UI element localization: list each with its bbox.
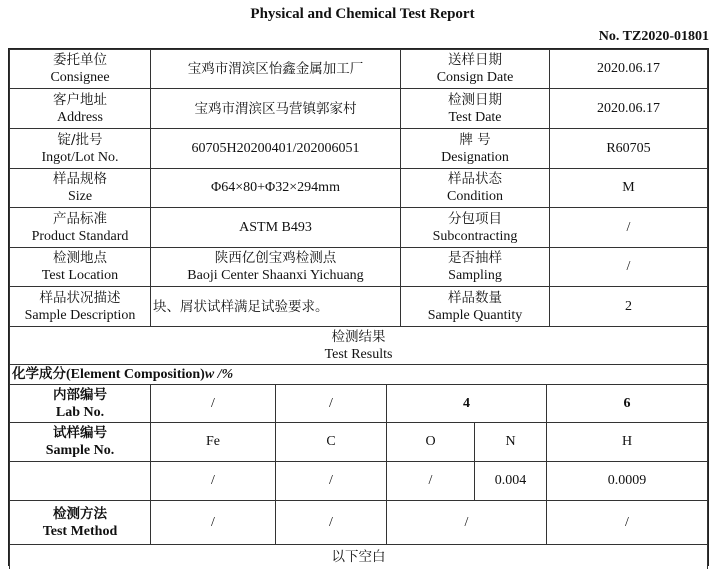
element-header: C <box>276 423 387 462</box>
lab-no-cell: / <box>276 385 387 423</box>
ingot-value: 60705H20200401/202006051 <box>151 129 401 169</box>
lab-no-cell: / <box>151 385 276 423</box>
address-value: 宝鸡市渭滨区马营镇郭家村 <box>151 89 401 129</box>
ingot-label: 锭/批号 Ingot/Lot No. <box>10 129 151 169</box>
element-header: N <box>475 423 547 462</box>
info-row-location <box>10 248 708 287</box>
lab-no-label: 内部编号 Lab No. <box>10 385 151 423</box>
element-header: O <box>387 423 475 462</box>
quantity-label: 样品数量 Sample Quantity <box>401 287 550 327</box>
element-header: H <box>547 423 708 462</box>
report-table-container <box>8 48 709 566</box>
consignee-label: 委托单位 Consignee <box>10 50 151 89</box>
element-value: / <box>387 462 475 501</box>
size-value: Φ64×80+Φ32×294mm <box>151 169 401 208</box>
subcontracting-value: / <box>550 208 708 248</box>
test-method-value: / <box>547 501 708 545</box>
sample-no-row <box>10 423 708 462</box>
consign-date-value: 2020.06.17 <box>550 50 708 89</box>
element-value: 0.004 <box>475 462 547 501</box>
sampling-label: 是否抽样 Sampling <box>401 248 550 287</box>
address-label: 客户地址 Address <box>10 89 151 129</box>
report-number: No. TZ2020-01801 <box>598 29 709 44</box>
designation-label: 牌 号 Designation <box>401 129 550 169</box>
test-method-label: 检测方法 Test Method <box>10 501 151 545</box>
results-header-row <box>10 327 708 365</box>
condition-value: M <box>550 169 708 208</box>
info-row-standard <box>10 208 708 248</box>
composition-table <box>9 384 708 569</box>
test-method-row <box>10 501 708 545</box>
test-method-value: / <box>387 501 547 545</box>
lab-no-row <box>10 385 708 423</box>
sampling-value: / <box>550 248 708 287</box>
element-values-row <box>10 462 708 501</box>
info-table <box>9 49 708 385</box>
location-label: 检测地点 Test Location <box>10 248 151 287</box>
lab-no-cell: 4 <box>387 385 547 423</box>
info-row-size <box>10 169 708 208</box>
standard-value: ASTM B493 <box>151 208 401 248</box>
test-date-label: 检测日期 Test Date <box>401 89 550 129</box>
consignee-value: 宝鸡市渭滨区怡鑫金属加工厂 <box>151 50 401 89</box>
blank-note-row <box>10 545 708 569</box>
sample-no-label: 试样编号 Sample No. <box>10 423 151 462</box>
composition-title: 化学成分(Element Composition)w /% <box>10 365 708 385</box>
element-value: 0.0009 <box>547 462 708 501</box>
element-value: / <box>151 462 276 501</box>
condition-label: 样品状态 Condition <box>401 169 550 208</box>
test-method-value: / <box>151 501 276 545</box>
blank-below-note: 以下空白 <box>10 545 708 569</box>
quantity-value: 2 <box>550 287 708 327</box>
results-header: 检测结果 Test Results <box>10 327 708 365</box>
element-value: / <box>276 462 387 501</box>
info-row-address <box>10 89 708 129</box>
sample-desc-label: 样品状况描述 Sample Description <box>10 287 151 327</box>
sample-desc-value: 块、屑状试样满足试验要求。 <box>151 287 401 327</box>
info-row-sample-desc <box>10 287 708 327</box>
test-method-value: / <box>276 501 387 545</box>
size-label: 样品规格 Size <box>10 169 151 208</box>
empty-label-cell <box>10 462 151 501</box>
info-row-consignee <box>10 50 708 89</box>
subcontracting-label: 分包项目 Subcontracting <box>401 208 550 248</box>
info-row-ingot <box>10 129 708 169</box>
test-date-value: 2020.06.17 <box>550 89 708 129</box>
element-header: Fe <box>151 423 276 462</box>
standard-label: 产品标准 Product Standard <box>10 208 151 248</box>
location-value: 陕西亿创宝鸡检测点 Baoji Center Shaanxi Yichuang <box>151 248 401 287</box>
consign-date-label: 送样日期 Consign Date <box>401 50 550 89</box>
designation-value: R60705 <box>550 129 708 169</box>
composition-title-row <box>10 365 708 385</box>
lab-no-cell: 6 <box>547 385 708 423</box>
report-title: Physical and Chemical Test Report <box>250 6 475 22</box>
